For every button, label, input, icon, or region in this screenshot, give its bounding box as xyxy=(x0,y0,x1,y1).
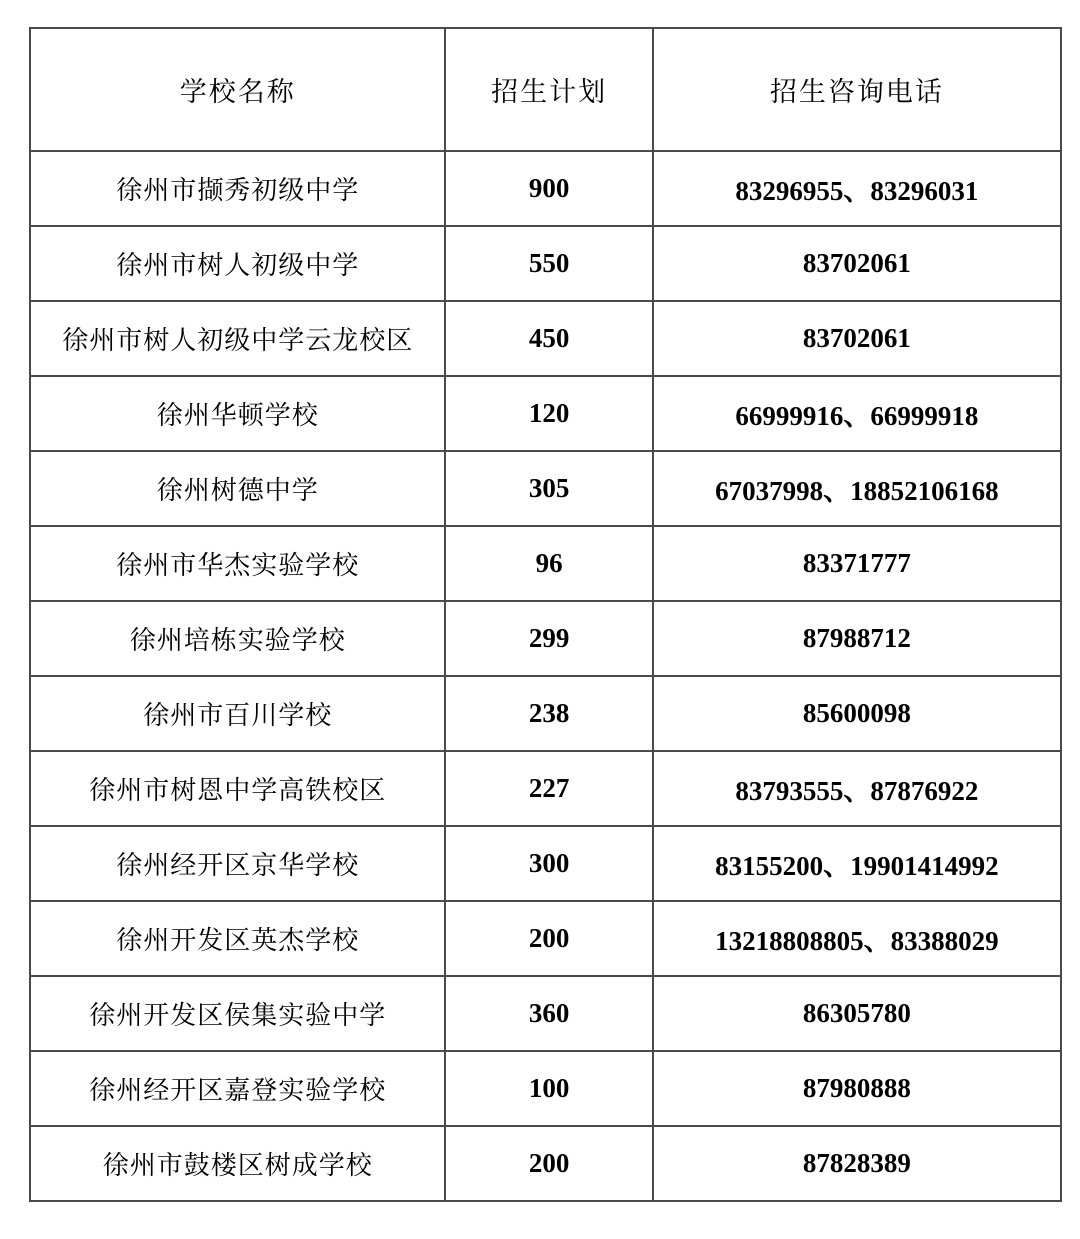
cell-phone: 83296955、83296031 xyxy=(653,151,1061,226)
cell-name: 徐州市树人初级中学 xyxy=(30,226,445,301)
cell-name: 徐州培栋实验学校 xyxy=(30,601,445,676)
cell-plan: 450 xyxy=(445,301,652,376)
cell-name: 徐州开发区英杰学校 xyxy=(30,901,445,976)
cell-plan: 360 xyxy=(445,976,652,1051)
cell-phone: 83702061 xyxy=(653,226,1061,301)
cell-phone: 67037998、18852106168 xyxy=(653,451,1061,526)
cell-name: 徐州经开区嘉登实验学校 xyxy=(30,1051,445,1126)
table-row xyxy=(30,601,1061,676)
cell-name: 徐州市树恩中学高铁校区 xyxy=(30,751,445,826)
table-row xyxy=(30,151,1061,226)
table-row xyxy=(30,1051,1061,1126)
schools-table xyxy=(29,27,1062,1202)
table-row xyxy=(30,826,1061,901)
cell-name: 徐州市华杰实验学校 xyxy=(30,526,445,601)
cell-name: 徐州市百川学校 xyxy=(30,676,445,751)
table-header xyxy=(30,28,1061,151)
table-row xyxy=(30,676,1061,751)
cell-plan: 300 xyxy=(445,826,652,901)
cell-plan: 550 xyxy=(445,226,652,301)
cell-name: 徐州树德中学 xyxy=(30,451,445,526)
header-consultation-phone: 招生咨询电话 xyxy=(653,28,1061,151)
cell-plan: 200 xyxy=(445,1126,652,1201)
cell-phone: 13218808805、83388029 xyxy=(653,901,1061,976)
cell-phone: 83702061 xyxy=(653,301,1061,376)
table-row xyxy=(30,1126,1061,1201)
header-enrollment-plan: 招生计划 xyxy=(445,28,652,151)
table-row xyxy=(30,301,1061,376)
cell-name: 徐州开发区侯集实验中学 xyxy=(30,976,445,1051)
cell-plan: 900 xyxy=(445,151,652,226)
cell-name: 徐州华顿学校 xyxy=(30,376,445,451)
cell-plan: 120 xyxy=(445,376,652,451)
cell-name: 徐州市鼓楼区树成学校 xyxy=(30,1126,445,1201)
cell-phone: 86305780 xyxy=(653,976,1061,1051)
cell-phone: 85600098 xyxy=(653,676,1061,751)
table-row xyxy=(30,976,1061,1051)
cell-phone: 83793555、87876922 xyxy=(653,751,1061,826)
table-row xyxy=(30,376,1061,451)
cell-plan: 227 xyxy=(445,751,652,826)
table-row xyxy=(30,451,1061,526)
cell-plan: 238 xyxy=(445,676,652,751)
cell-phone: 83371777 xyxy=(653,526,1061,601)
cell-phone: 66999916、66999918 xyxy=(653,376,1061,451)
table-row xyxy=(30,226,1061,301)
cell-name: 徐州市树人初级中学云龙校区 xyxy=(30,301,445,376)
cell-plan: 305 xyxy=(445,451,652,526)
cell-name: 徐州经开区京华学校 xyxy=(30,826,445,901)
cell-phone: 87828389 xyxy=(653,1126,1061,1201)
table-row xyxy=(30,751,1061,826)
table-row xyxy=(30,901,1061,976)
cell-plan: 299 xyxy=(445,601,652,676)
cell-plan: 100 xyxy=(445,1051,652,1126)
cell-phone: 83155200、19901414992 xyxy=(653,826,1061,901)
header-school-name: 学校名称 xyxy=(30,28,445,151)
cell-phone: 87988712 xyxy=(653,601,1061,676)
cell-plan: 200 xyxy=(445,901,652,976)
cell-phone: 87980888 xyxy=(653,1051,1061,1126)
table-body xyxy=(30,151,1061,1201)
header-row xyxy=(30,28,1061,151)
table-row xyxy=(30,526,1061,601)
cell-name: 徐州市撷秀初级中学 xyxy=(30,151,445,226)
cell-plan: 96 xyxy=(445,526,652,601)
